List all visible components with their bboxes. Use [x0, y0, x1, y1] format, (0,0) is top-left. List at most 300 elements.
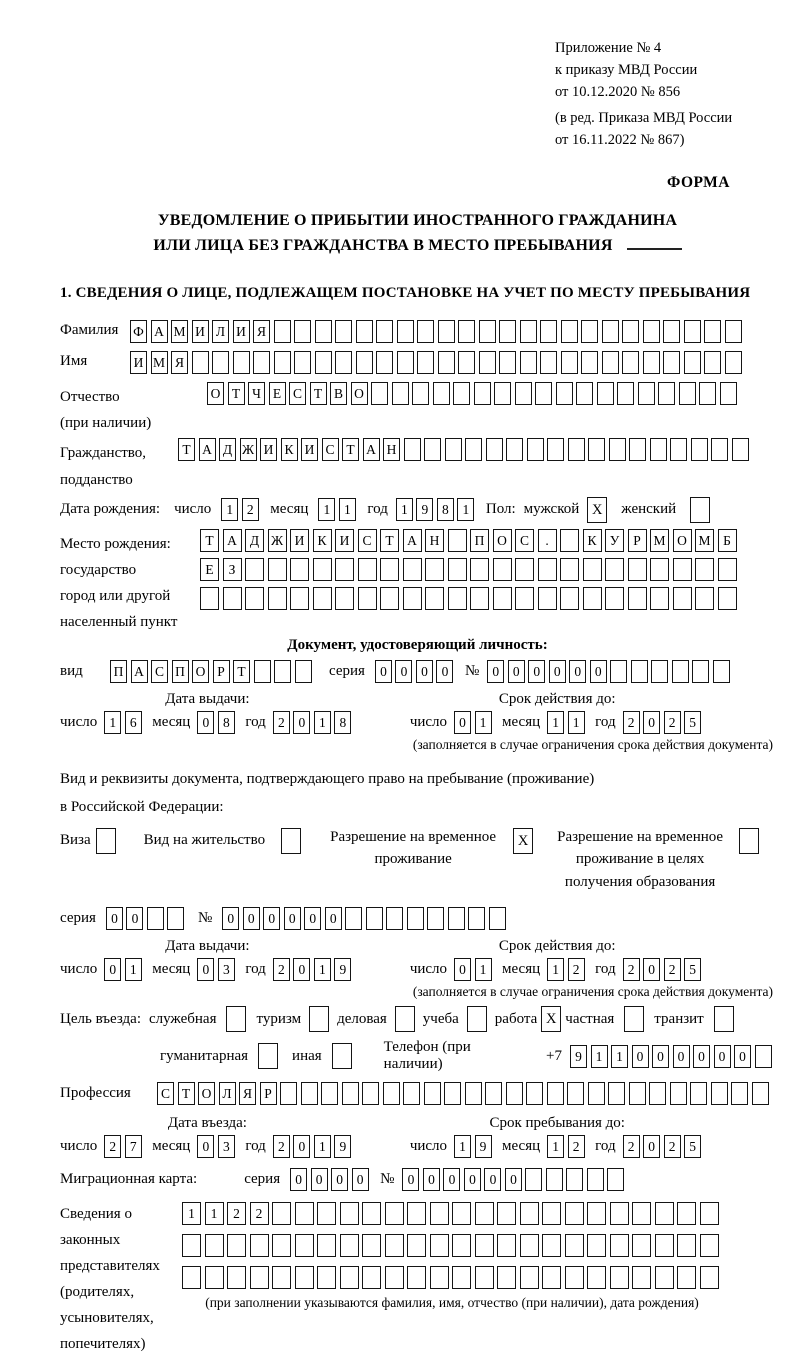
char-cell[interactable] — [560, 587, 579, 610]
char-cell[interactable]: Т — [310, 382, 327, 405]
char-cell[interactable]: Р — [260, 1082, 277, 1105]
char-cell[interactable] — [632, 1202, 651, 1225]
char-cell[interactable] — [650, 438, 667, 461]
char-cell[interactable] — [700, 1234, 719, 1257]
char-cell[interactable]: 3 — [218, 1135, 235, 1158]
char-cell[interactable] — [506, 1082, 523, 1105]
char-cell[interactable]: М — [650, 529, 669, 552]
char-cell[interactable]: С — [322, 438, 339, 461]
char-cell[interactable] — [315, 320, 332, 343]
purpose-work-checkbox[interactable]: X — [541, 1006, 561, 1032]
char-cell[interactable] — [417, 351, 434, 374]
char-cell[interactable] — [362, 1082, 379, 1105]
purpose-official-checkbox[interactable] — [226, 1006, 246, 1032]
char-cell[interactable]: 0 — [106, 907, 123, 930]
char-cell[interactable]: 0 — [284, 907, 301, 930]
char-cell[interactable] — [274, 660, 291, 683]
char-cell[interactable] — [362, 1234, 381, 1257]
char-cell[interactable]: 0 — [714, 1045, 731, 1068]
char-cell[interactable]: 0 — [454, 958, 471, 981]
char-cell[interactable] — [535, 382, 552, 405]
char-cell[interactable] — [342, 1082, 359, 1105]
char-cell[interactable] — [438, 320, 455, 343]
char-cell[interactable]: 0 — [197, 711, 214, 734]
char-cell[interactable]: 0 — [464, 1168, 481, 1191]
char-cell[interactable] — [677, 1266, 696, 1289]
char-cell[interactable]: М — [151, 351, 168, 374]
char-cell[interactable]: Н — [383, 438, 400, 461]
char-cell[interactable]: 8 — [334, 711, 351, 734]
char-cell[interactable] — [581, 351, 598, 374]
char-cell[interactable]: 0 — [126, 907, 143, 930]
char-cell[interactable]: 0 — [643, 1135, 660, 1158]
char-cell[interactable] — [167, 907, 184, 930]
char-cell[interactable] — [295, 1234, 314, 1257]
char-cell[interactable]: Б — [718, 529, 737, 552]
char-cell[interactable] — [468, 907, 485, 930]
char-cell[interactable] — [628, 587, 647, 610]
char-cell[interactable] — [383, 1082, 400, 1105]
char-cell[interactable]: А — [151, 320, 168, 343]
char-cell[interactable]: . — [538, 529, 557, 552]
char-cell[interactable] — [597, 382, 614, 405]
char-cell[interactable] — [628, 558, 647, 581]
char-cell[interactable] — [672, 660, 689, 683]
char-cell[interactable]: И — [260, 438, 277, 461]
char-cell[interactable] — [485, 1082, 502, 1105]
char-cell[interactable] — [651, 660, 668, 683]
char-cell[interactable] — [677, 1234, 696, 1257]
residence-option-temp-checkbox[interactable]: X — [513, 828, 533, 854]
char-cell[interactable] — [280, 1082, 297, 1105]
char-cell[interactable] — [452, 1234, 471, 1257]
char-cell[interactable]: 1 — [611, 1045, 628, 1068]
char-cell[interactable]: Ф — [130, 320, 147, 343]
char-cell[interactable]: А — [363, 438, 380, 461]
char-cell[interactable]: 6 — [125, 711, 142, 734]
char-cell[interactable] — [403, 558, 422, 581]
char-cell[interactable] — [479, 351, 496, 374]
char-cell[interactable]: 0 — [632, 1045, 649, 1068]
char-cell[interactable] — [718, 587, 737, 610]
char-cell[interactable]: Т — [233, 660, 250, 683]
char-cell[interactable]: 1 — [547, 958, 564, 981]
char-cell[interactable] — [182, 1234, 201, 1257]
char-cell[interactable] — [655, 1202, 674, 1225]
char-cell[interactable] — [268, 587, 287, 610]
char-cell[interactable]: Р — [628, 529, 647, 552]
char-cell[interactable]: С — [151, 660, 168, 683]
char-cell[interactable]: 1 — [547, 711, 564, 734]
char-cell[interactable]: 0 — [673, 1045, 690, 1068]
char-cell[interactable]: К — [313, 529, 332, 552]
char-cell[interactable] — [755, 1045, 772, 1068]
char-cell[interactable]: А — [199, 438, 216, 461]
char-cell[interactable]: 5 — [684, 711, 701, 734]
char-cell[interactable] — [445, 438, 462, 461]
char-cell[interactable]: 0 — [197, 958, 214, 981]
char-cell[interactable] — [540, 351, 557, 374]
char-cell[interactable] — [212, 351, 229, 374]
char-cell[interactable] — [205, 1266, 224, 1289]
char-cell[interactable]: О — [207, 382, 224, 405]
char-cell[interactable]: Т — [178, 1082, 195, 1105]
char-cell[interactable] — [253, 351, 270, 374]
char-cell[interactable] — [690, 1082, 707, 1105]
char-cell[interactable]: 1 — [339, 498, 356, 521]
char-cell[interactable] — [356, 351, 373, 374]
char-cell[interactable]: 0 — [325, 907, 342, 930]
char-cell[interactable] — [403, 1082, 420, 1105]
char-cell[interactable] — [622, 351, 639, 374]
char-cell[interactable]: 0 — [569, 660, 586, 683]
char-cell[interactable]: Ж — [268, 529, 287, 552]
char-cell[interactable]: С — [358, 529, 377, 552]
char-cell[interactable] — [752, 1082, 769, 1105]
char-cell[interactable]: П — [470, 529, 489, 552]
char-cell[interactable] — [605, 558, 624, 581]
char-cell[interactable] — [649, 1082, 666, 1105]
char-cell[interactable] — [568, 438, 585, 461]
char-cell[interactable]: 8 — [437, 498, 454, 521]
char-cell[interactable] — [425, 558, 444, 581]
char-cell[interactable] — [430, 1202, 449, 1225]
char-cell[interactable] — [295, 1202, 314, 1225]
char-cell[interactable] — [663, 320, 680, 343]
char-cell[interactable]: 0 — [443, 1168, 460, 1191]
char-cell[interactable]: 9 — [475, 1135, 492, 1158]
char-cell[interactable] — [655, 1266, 674, 1289]
char-cell[interactable]: 1 — [591, 1045, 608, 1068]
char-cell[interactable]: О — [192, 660, 209, 683]
char-cell[interactable]: Ч — [248, 382, 265, 405]
char-cell[interactable] — [520, 1266, 539, 1289]
char-cell[interactable] — [335, 351, 352, 374]
char-cell[interactable] — [335, 320, 352, 343]
char-cell[interactable]: 0 — [304, 907, 321, 930]
char-cell[interactable] — [520, 320, 537, 343]
char-cell[interactable] — [602, 320, 619, 343]
char-cell[interactable] — [430, 1234, 449, 1257]
char-cell[interactable] — [407, 907, 424, 930]
char-cell[interactable]: А — [131, 660, 148, 683]
char-cell[interactable]: 2 — [623, 1135, 640, 1158]
char-cell[interactable]: И — [233, 320, 250, 343]
char-cell[interactable]: 0 — [104, 958, 121, 981]
char-cell[interactable] — [520, 1234, 539, 1257]
char-cell[interactable]: 1 — [182, 1202, 201, 1225]
char-cell[interactable] — [313, 587, 332, 610]
char-cell[interactable] — [385, 1202, 404, 1225]
char-cell[interactable]: 0 — [395, 660, 412, 683]
char-cell[interactable] — [691, 438, 708, 461]
char-cell[interactable] — [515, 587, 534, 610]
char-cell[interactable] — [629, 438, 646, 461]
char-cell[interactable] — [407, 1234, 426, 1257]
char-cell[interactable]: 1 — [457, 498, 474, 521]
char-cell[interactable] — [609, 438, 626, 461]
char-cell[interactable]: 9 — [570, 1045, 587, 1068]
char-cell[interactable] — [506, 438, 523, 461]
char-cell[interactable]: 0 — [243, 907, 260, 930]
char-cell[interactable] — [362, 1202, 381, 1225]
char-cell[interactable] — [227, 1266, 246, 1289]
char-cell[interactable]: С — [515, 529, 534, 552]
purpose-study-checkbox[interactable] — [467, 1006, 487, 1032]
char-cell[interactable] — [407, 1202, 426, 1225]
char-cell[interactable] — [425, 587, 444, 610]
char-cell[interactable] — [587, 1266, 606, 1289]
char-cell[interactable] — [520, 351, 537, 374]
char-cell[interactable] — [695, 587, 714, 610]
char-cell[interactable]: 0 — [197, 1135, 214, 1158]
char-cell[interactable] — [358, 587, 377, 610]
purpose-tourism-checkbox[interactable] — [309, 1006, 329, 1032]
char-cell[interactable] — [452, 1266, 471, 1289]
char-cell[interactable] — [233, 351, 250, 374]
char-cell[interactable]: И — [335, 529, 354, 552]
char-cell[interactable] — [610, 1266, 629, 1289]
char-cell[interactable] — [475, 1234, 494, 1257]
char-cell[interactable] — [602, 351, 619, 374]
char-cell[interactable] — [629, 1082, 646, 1105]
char-cell[interactable] — [631, 660, 648, 683]
char-cell[interactable]: 1 — [314, 711, 331, 734]
char-cell[interactable]: 0 — [331, 1168, 348, 1191]
char-cell[interactable] — [392, 382, 409, 405]
char-cell[interactable]: 0 — [508, 660, 525, 683]
char-cell[interactable]: 2 — [664, 1135, 681, 1158]
char-cell[interactable] — [560, 558, 579, 581]
char-cell[interactable] — [731, 1082, 748, 1105]
purpose-private-checkbox[interactable] — [624, 1006, 644, 1032]
purpose-transit-checkbox[interactable] — [714, 1006, 734, 1032]
residence-option-permit-checkbox[interactable] — [281, 828, 301, 854]
char-cell[interactable]: О — [198, 1082, 215, 1105]
char-cell[interactable] — [380, 558, 399, 581]
char-cell[interactable] — [587, 1168, 604, 1191]
char-cell[interactable] — [465, 1082, 482, 1105]
char-cell[interactable] — [340, 1266, 359, 1289]
char-cell[interactable] — [610, 660, 627, 683]
char-cell[interactable] — [458, 320, 475, 343]
char-cell[interactable] — [542, 1234, 561, 1257]
char-cell[interactable] — [313, 558, 332, 581]
char-cell[interactable]: Н — [425, 529, 444, 552]
char-cell[interactable] — [515, 558, 534, 581]
char-cell[interactable] — [565, 1266, 584, 1289]
char-cell[interactable] — [380, 587, 399, 610]
char-cell[interactable] — [632, 1266, 651, 1289]
char-cell[interactable]: П — [172, 660, 189, 683]
char-cell[interactable]: 2 — [273, 958, 290, 981]
char-cell[interactable] — [345, 907, 362, 930]
char-cell[interactable] — [684, 351, 701, 374]
char-cell[interactable]: У — [605, 529, 624, 552]
char-cell[interactable]: Т — [380, 529, 399, 552]
char-cell[interactable] — [673, 558, 692, 581]
char-cell[interactable] — [448, 558, 467, 581]
char-cell[interactable] — [362, 1266, 381, 1289]
char-cell[interactable] — [366, 907, 383, 930]
char-cell[interactable]: 0 — [528, 660, 545, 683]
char-cell[interactable] — [588, 438, 605, 461]
char-cell[interactable]: 0 — [311, 1168, 328, 1191]
char-cell[interactable] — [711, 438, 728, 461]
char-cell[interactable] — [489, 907, 506, 930]
purpose-other-checkbox[interactable] — [332, 1043, 352, 1069]
char-cell[interactable] — [587, 1202, 606, 1225]
char-cell[interactable]: Я — [239, 1082, 256, 1105]
char-cell[interactable] — [718, 558, 737, 581]
char-cell[interactable]: 9 — [416, 498, 433, 521]
char-cell[interactable] — [643, 320, 660, 343]
char-cell[interactable] — [424, 1082, 441, 1105]
char-cell[interactable] — [452, 1202, 471, 1225]
char-cell[interactable] — [704, 320, 721, 343]
char-cell[interactable] — [430, 1266, 449, 1289]
char-cell[interactable] — [470, 558, 489, 581]
char-cell[interactable] — [417, 320, 434, 343]
char-cell[interactable] — [670, 1082, 687, 1105]
char-cell[interactable]: К — [583, 529, 602, 552]
char-cell[interactable] — [290, 558, 309, 581]
char-cell[interactable]: 2 — [623, 711, 640, 734]
char-cell[interactable] — [650, 587, 669, 610]
char-cell[interactable] — [565, 1202, 584, 1225]
char-cell[interactable]: В — [330, 382, 347, 405]
char-cell[interactable] — [272, 1266, 291, 1289]
char-cell[interactable] — [583, 587, 602, 610]
char-cell[interactable]: 2 — [664, 711, 681, 734]
char-cell[interactable] — [643, 351, 660, 374]
char-cell[interactable] — [607, 1168, 624, 1191]
char-cell[interactable] — [546, 1168, 563, 1191]
char-cell[interactable] — [695, 558, 714, 581]
char-cell[interactable] — [725, 320, 742, 343]
char-cell[interactable]: А — [223, 529, 242, 552]
char-cell[interactable]: 1 — [205, 1202, 224, 1225]
char-cell[interactable] — [475, 1266, 494, 1289]
purpose-business-checkbox[interactable] — [395, 1006, 415, 1032]
residence-option-edu-checkbox[interactable] — [739, 828, 759, 854]
char-cell[interactable] — [403, 587, 422, 610]
char-cell[interactable]: 5 — [684, 958, 701, 981]
char-cell[interactable] — [732, 438, 749, 461]
char-cell[interactable]: 0 — [487, 660, 504, 683]
char-cell[interactable] — [274, 320, 291, 343]
char-cell[interactable]: О — [351, 382, 368, 405]
residence-option-visa-checkbox[interactable] — [96, 828, 116, 854]
char-cell[interactable] — [444, 1082, 461, 1105]
char-cell[interactable] — [385, 1234, 404, 1257]
char-cell[interactable]: З — [223, 558, 242, 581]
sex-male-checkbox[interactable]: X — [587, 497, 607, 523]
char-cell[interactable] — [407, 1266, 426, 1289]
char-cell[interactable]: О — [493, 529, 512, 552]
char-cell[interactable] — [527, 438, 544, 461]
char-cell[interactable] — [493, 558, 512, 581]
char-cell[interactable]: И — [130, 351, 147, 374]
char-cell[interactable]: Д — [219, 438, 236, 461]
char-cell[interactable] — [692, 660, 709, 683]
char-cell[interactable] — [317, 1266, 336, 1289]
char-cell[interactable] — [588, 1082, 605, 1105]
char-cell[interactable]: 0 — [402, 1168, 419, 1191]
char-cell[interactable] — [608, 1082, 625, 1105]
char-cell[interactable] — [704, 351, 721, 374]
char-cell[interactable] — [711, 1082, 728, 1105]
char-cell[interactable] — [268, 558, 287, 581]
char-cell[interactable]: 1 — [568, 711, 585, 734]
char-cell[interactable] — [433, 382, 450, 405]
char-cell[interactable]: 0 — [352, 1168, 369, 1191]
char-cell[interactable] — [335, 558, 354, 581]
char-cell[interactable]: 2 — [568, 958, 585, 981]
char-cell[interactable] — [561, 351, 578, 374]
char-cell[interactable]: 1 — [396, 498, 413, 521]
char-cell[interactable] — [205, 1234, 224, 1257]
char-cell[interactable] — [699, 382, 716, 405]
char-cell[interactable]: 2 — [273, 711, 290, 734]
char-cell[interactable]: Т — [200, 529, 219, 552]
char-cell[interactable]: Ж — [240, 438, 257, 461]
char-cell[interactable] — [538, 587, 557, 610]
char-cell[interactable] — [542, 1202, 561, 1225]
char-cell[interactable]: 0 — [293, 958, 310, 981]
char-cell[interactable] — [670, 438, 687, 461]
char-cell[interactable] — [581, 320, 598, 343]
char-cell[interactable] — [295, 1266, 314, 1289]
char-cell[interactable] — [479, 320, 496, 343]
char-cell[interactable]: 2 — [568, 1135, 585, 1158]
char-cell[interactable] — [499, 351, 516, 374]
char-cell[interactable]: И — [290, 529, 309, 552]
char-cell[interactable] — [525, 1168, 542, 1191]
char-cell[interactable]: 0 — [643, 958, 660, 981]
char-cell[interactable] — [321, 1082, 338, 1105]
char-cell[interactable]: 2 — [664, 958, 681, 981]
char-cell[interactable] — [448, 587, 467, 610]
char-cell[interactable] — [655, 1234, 674, 1257]
char-cell[interactable] — [494, 382, 511, 405]
char-cell[interactable] — [470, 587, 489, 610]
char-cell[interactable] — [458, 351, 475, 374]
char-cell[interactable]: 0 — [436, 660, 453, 683]
char-cell[interactable]: 8 — [218, 711, 235, 734]
char-cell[interactable] — [385, 1266, 404, 1289]
char-cell[interactable] — [520, 1202, 539, 1225]
char-cell[interactable] — [438, 351, 455, 374]
char-cell[interactable]: 2 — [623, 958, 640, 981]
char-cell[interactable] — [486, 438, 503, 461]
char-cell[interactable] — [254, 660, 271, 683]
char-cell[interactable] — [617, 382, 634, 405]
char-cell[interactable] — [295, 660, 312, 683]
char-cell[interactable] — [412, 382, 429, 405]
char-cell[interactable] — [576, 382, 593, 405]
char-cell[interactable]: 0 — [590, 660, 607, 683]
char-cell[interactable] — [547, 438, 564, 461]
char-cell[interactable]: 0 — [549, 660, 566, 683]
char-cell[interactable] — [540, 320, 557, 343]
char-cell[interactable]: Е — [200, 558, 219, 581]
char-cell[interactable]: 1 — [221, 498, 238, 521]
char-cell[interactable] — [565, 1234, 584, 1257]
char-cell[interactable]: 1 — [547, 1135, 564, 1158]
char-cell[interactable] — [538, 558, 557, 581]
char-cell[interactable] — [427, 907, 444, 930]
